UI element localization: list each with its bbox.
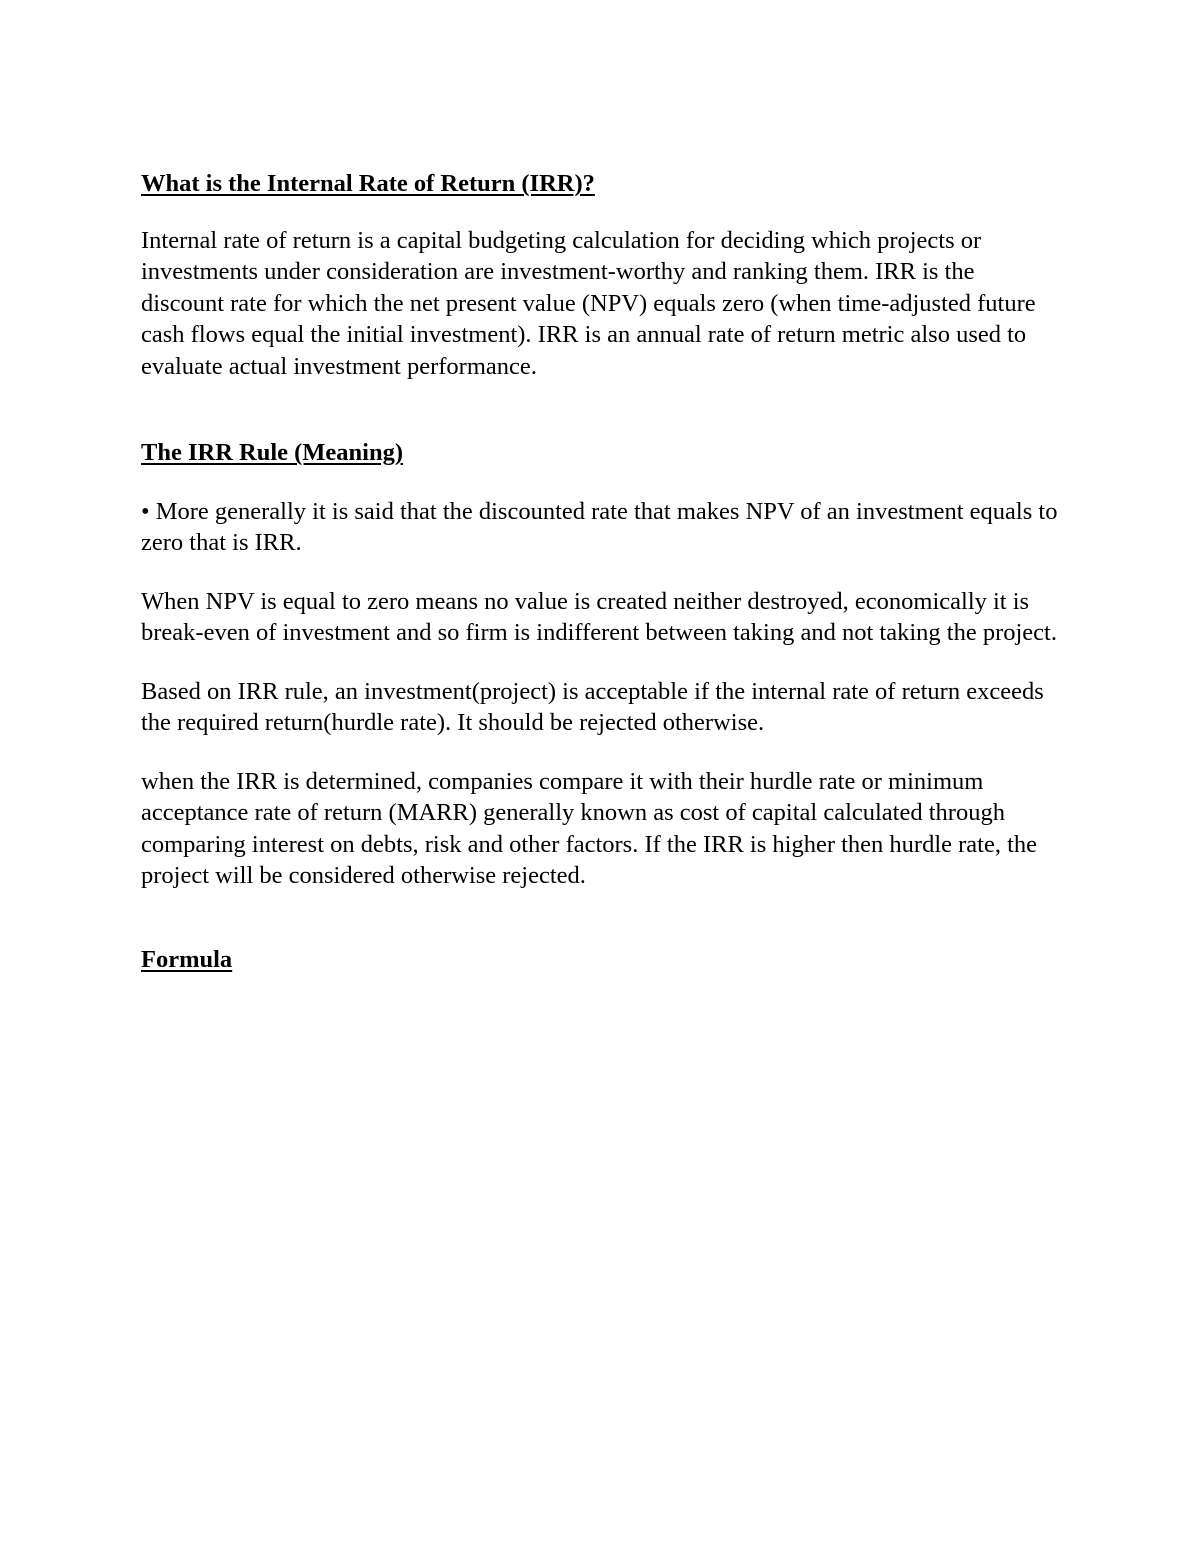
irr-rule-bullet: • More generally it is said that the discounted rate that makes NPV of an investment equals to zero that is IRR. [141,497,1058,556]
hurdle-rate-paragraph: when the IRR is determined, companies compare it with their hurdle rate or minimum acceptance rate of return (MARR) generally known as cost of capital calculated through comparing interest on debts, risk and other factors. If the IRR is higher then hurdle rate, the project will be considered otherwise rejected. [141,767,1038,889]
npv-zero-paragraph: When NPV is equal to zero means no value is created neither destroyed, economically it is break-even of investment and so firm is indifferent between taking and not taking the project. [141,587,1057,646]
acceptance-paragraph: Based on IRR rule, an investment(project) is acceptable if the internal rate of return exceeds the required return(hurdle rate). It should be rejected otherwise. [141,677,1044,736]
irr-intro-paragraph: Internal rate of return is a capital budgeting calculation for deciding which projects or investments under consideration are investment-worthy and ranking them. IRR is the discount rate for which the net present value (NPV) equals zero (when time-adjusted future cash flows equal the initial investment). IRR is an annual rate of return metric also used to evaluate actual investment performance. [141,226,1036,380]
irr-rule-heading: The IRR Rule (Meaning) [141,439,404,466]
document-page [141,168,1061,975]
formula-heading: Formula [141,945,233,973]
irr-heading: What is the Internal Rate of Return (IRR)? [141,170,595,197]
